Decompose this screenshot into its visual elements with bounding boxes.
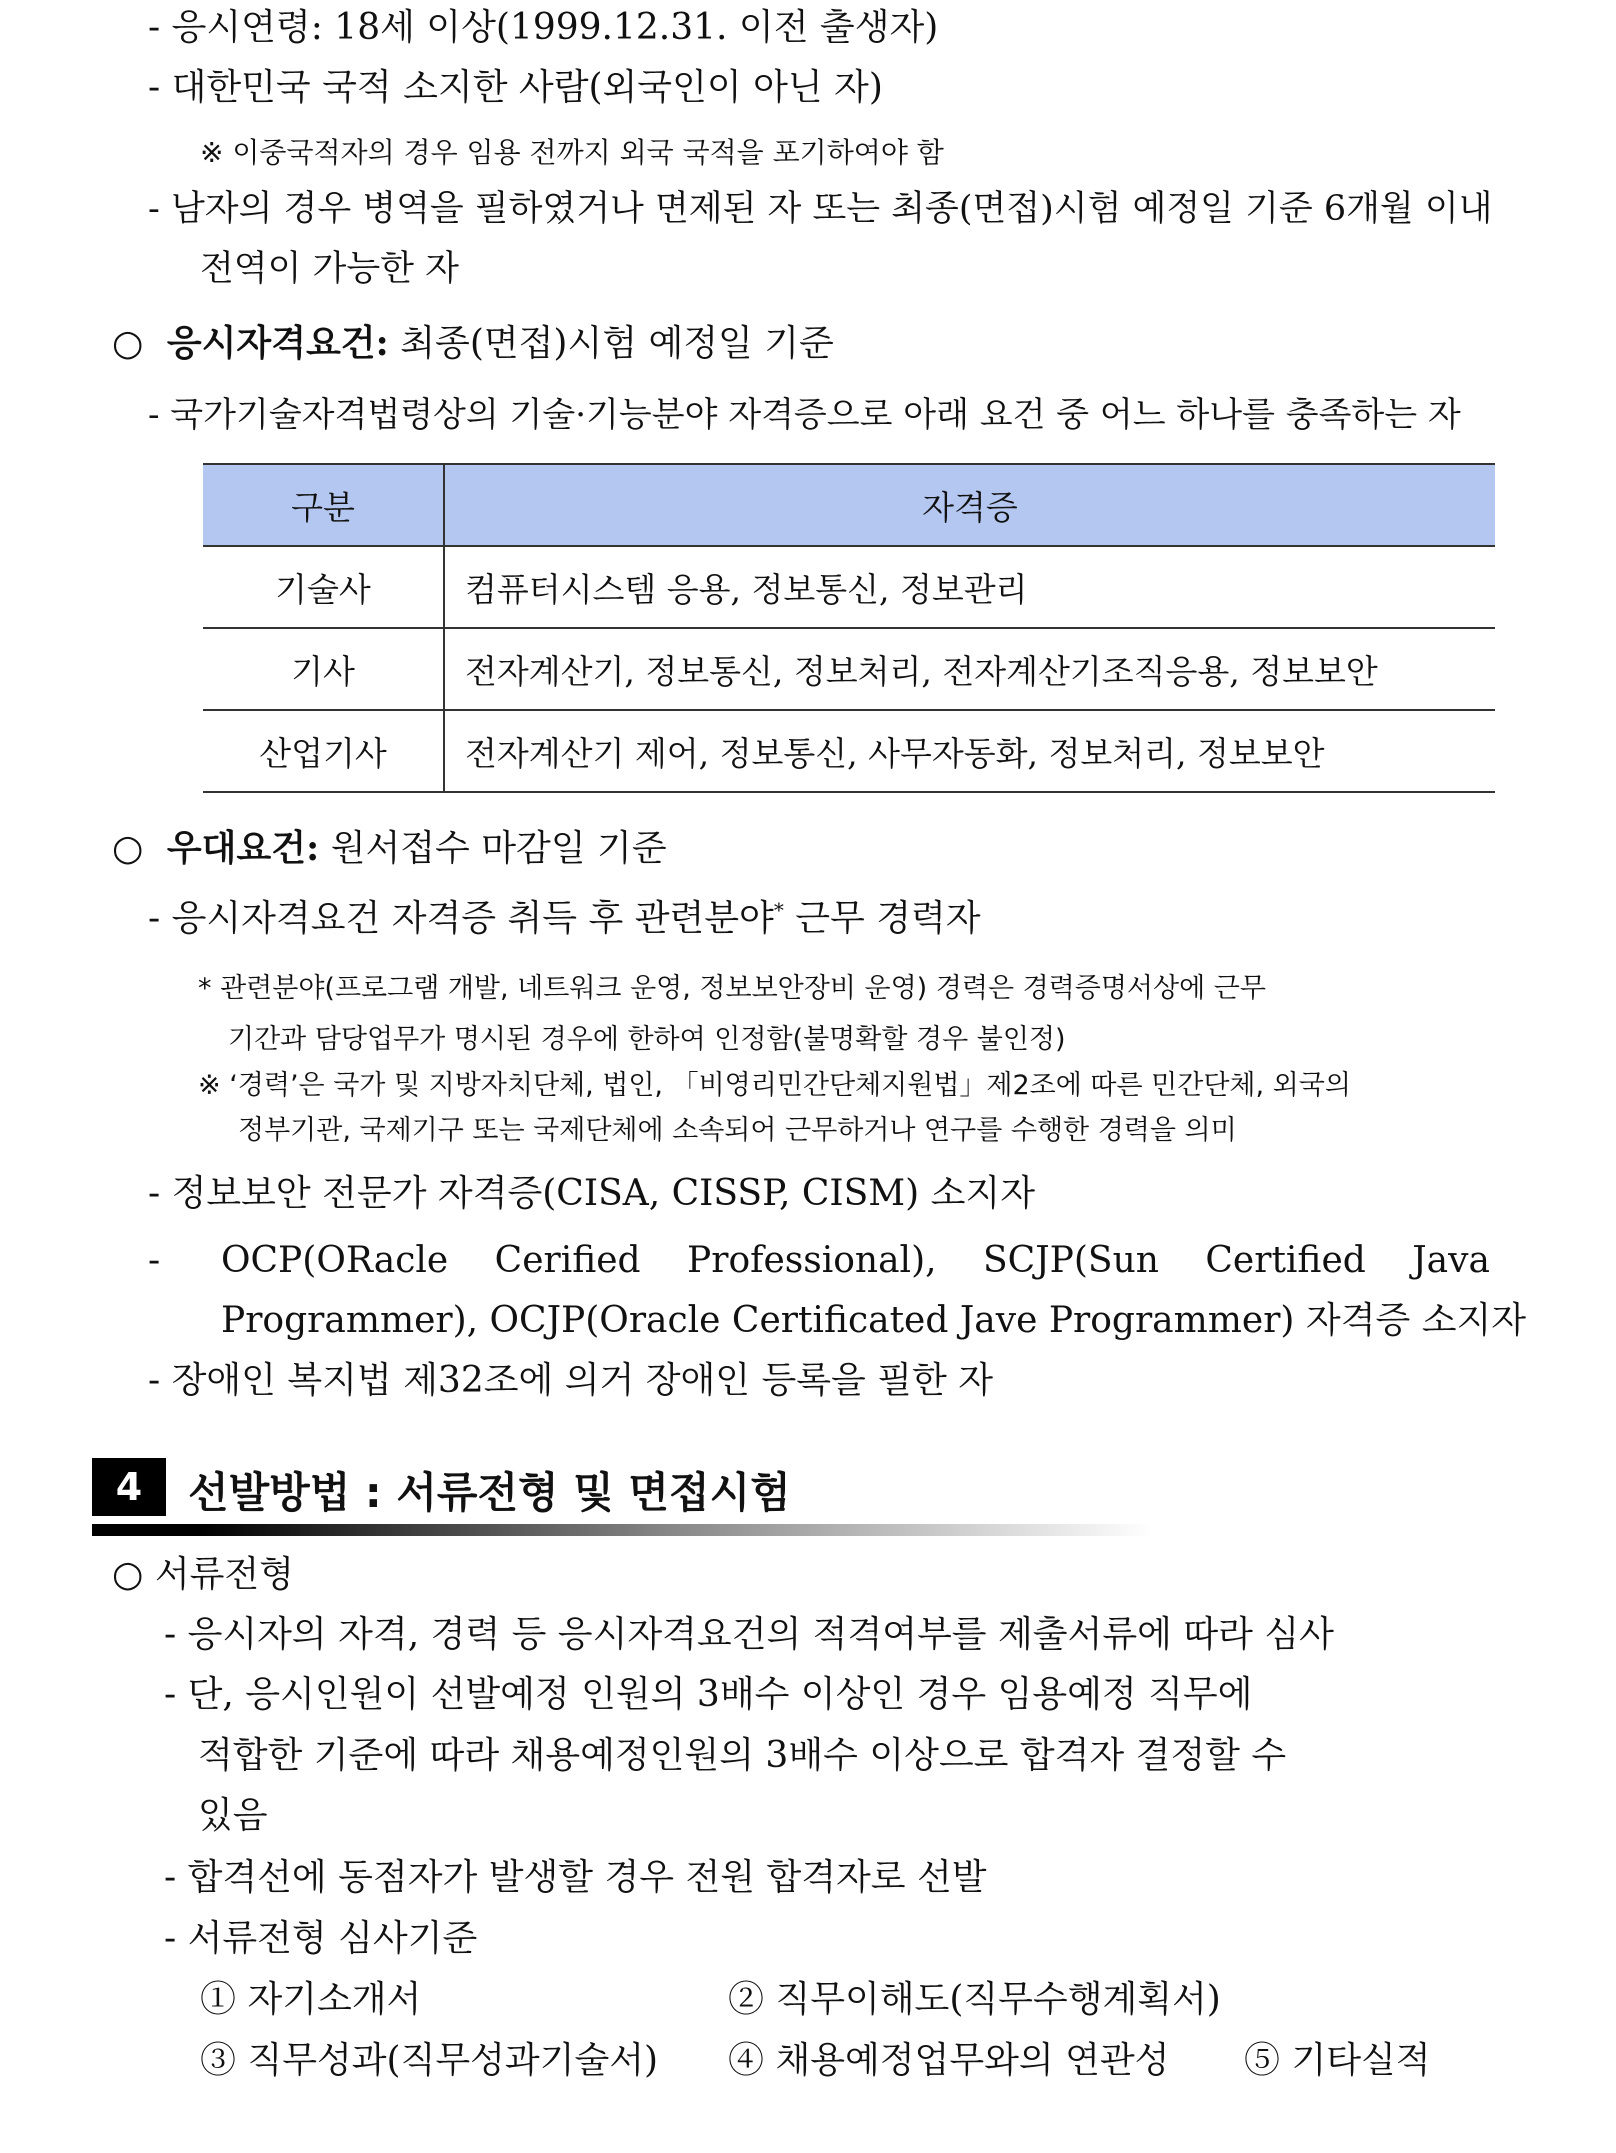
preference-item-experience xyxy=(148,900,981,937)
preference-heading xyxy=(112,827,667,869)
table-row xyxy=(203,628,1495,710)
bullet-circle: ○ xyxy=(112,323,144,364)
documents-item-threshold-line2: 적합한 기준에 따라 채용예정인원의 3배수 이상으로 합격자 결정할 수 xyxy=(198,1735,1287,1776)
preference-item-oracle-words xyxy=(221,1240,1490,1281)
word: Cerified xyxy=(494,1240,641,1281)
qualification-text: 최종(면접)시험 예정일 기준 xyxy=(388,323,834,364)
item-nationality: - 대한민국 국적 소지한 사람(외국인이 아닌 자) xyxy=(148,67,883,108)
table-row xyxy=(203,546,1495,628)
word: SCJP(Sun xyxy=(983,1240,1159,1281)
word: Certified xyxy=(1205,1240,1366,1281)
documents-item-threshold-line1: - 단, 응시인원이 선발예정 인원의 3배수 이상인 경우 임용예정 직무에 xyxy=(164,1674,1253,1715)
criteria-item: ④ 채용예정업무와의 연관성 xyxy=(728,2040,1170,2081)
table-header-certificate: 자격증 xyxy=(444,464,1495,546)
section-underline-bar xyxy=(92,1524,1152,1536)
preference-item-security-cert: - 정보보안 전문가 자격증(CISA, CISSP, CISM) 소지자 xyxy=(148,1173,1035,1214)
qualification-sub: - 국가기술자격법령상의 기술·기능분야 자격증으로 아래 요건 중 어느 하나를 충족하는 자 xyxy=(148,395,1461,435)
documents-item-review: - 응시자의 자격, 경력 등 응시자격요건의 적격여부를 제출서류에 따라 심사 xyxy=(164,1614,1334,1655)
section-number-badge: 4 xyxy=(92,1458,166,1516)
certificate-table xyxy=(203,463,1495,793)
word: Professional), xyxy=(687,1240,937,1281)
table-cell-category: 산업기사 xyxy=(203,710,444,792)
note-related-field-line2: 기간과 담당업무가 명시된 경우에 한하여 인정함(불명확할 경우 불인정) xyxy=(228,1024,1066,1055)
criteria-item: ② 직무이해도(직무수행계획서) xyxy=(728,1979,1221,2020)
word: Java xyxy=(1412,1240,1490,1281)
documents-item-criteria: - 서류전형 심사기준 xyxy=(164,1918,478,1959)
table-row xyxy=(203,710,1495,792)
qualification-label: 응시자격요건: xyxy=(166,322,389,364)
table-cell-certificate: 전자계산기 제어, 정보통신, 사무자동화, 정보처리, 정보보안 xyxy=(444,710,1495,792)
note-dual-citizenship: ※ 이중국적자의 경우 임용 전까지 외국 국적을 포기하여야 함 xyxy=(200,136,944,169)
criteria-item: ① 자기소개서 xyxy=(200,1979,422,2020)
note-related-field-line1: * 관련분야(프로그램 개발, 네트워크 운영, 정보보안장비 운영) 경력은 경력증명서상에 근무 xyxy=(198,973,1266,1004)
preference-item-disability: - 장애인 복지법 제32조에 의거 장애인 등록을 필한 자 xyxy=(148,1360,994,1401)
dash: - xyxy=(148,1240,161,1281)
word: OCP(ORacle xyxy=(221,1240,449,1281)
preference-item-experience-tail: 근무 경력자 xyxy=(783,898,981,939)
table-cell-category: 기술사 xyxy=(203,546,444,628)
note-career-line1: ※ ‘경력’은 국가 및 지방자치단체, 법인, 「비영리민간단체지원법」제2조에 따른 민간단체, 외국의 xyxy=(198,1070,1351,1101)
item-military-line1: - 남자의 경우 병역을 필하였거나 면제된 자 또는 최종(면접)시험 예정일 기준 6개월 이내 xyxy=(148,189,1493,229)
documents-item-tie: - 합격선에 동점자가 발생할 경우 전원 합격자로 선발 xyxy=(164,1857,987,1898)
criteria-item: ③ 직무성과(직무성과기술서) xyxy=(200,2040,659,2081)
preference-text: 원서접수 마감일 기준 xyxy=(319,828,667,869)
qualification-heading xyxy=(112,322,834,364)
note-career-line2: 정부기관, 국제기구 또는 국제단체에 소속되어 근무하거나 연구를 수행한 경력을 의미 xyxy=(238,1115,1237,1146)
preference-item-oracle-line2: Programmer), OCJP(Oracle Certificated Jave Programmer) 자격증 소지자 xyxy=(221,1300,1527,1341)
documents-item-threshold-line3: 있음 xyxy=(198,1795,268,1836)
preference-item-experience-text: - 응시자격요건 자격증 취득 후 관련분야 xyxy=(148,898,774,939)
table-cell-category: 기사 xyxy=(203,628,444,710)
item-age: - 응시연령: 18세 이상(1999.12.31. 이전 출생자) xyxy=(148,7,939,48)
criteria-item: ⑤ 기타실적 xyxy=(1244,2040,1431,2081)
section-title: 선발방법 : 서류전형 및 면접시험 xyxy=(188,1468,791,1517)
item-military-line2: 전역이 가능한 자 xyxy=(200,249,459,289)
table-header-row xyxy=(203,464,1495,546)
table-header-category: 구분 xyxy=(203,464,444,546)
documents-heading: ○ 서류전형 xyxy=(112,1554,294,1595)
bullet-circle: ○ xyxy=(112,828,144,869)
table-cell-certificate: 전자계산기, 정보통신, 정보처리, 전자계산기조직응용, 정보보안 xyxy=(444,628,1495,710)
table-cell-certificate: 컴퓨터시스템 응용, 정보통신, 정보관리 xyxy=(444,546,1495,628)
preference-label: 우대요건: xyxy=(166,827,320,869)
footnote-marker: * xyxy=(773,898,784,922)
